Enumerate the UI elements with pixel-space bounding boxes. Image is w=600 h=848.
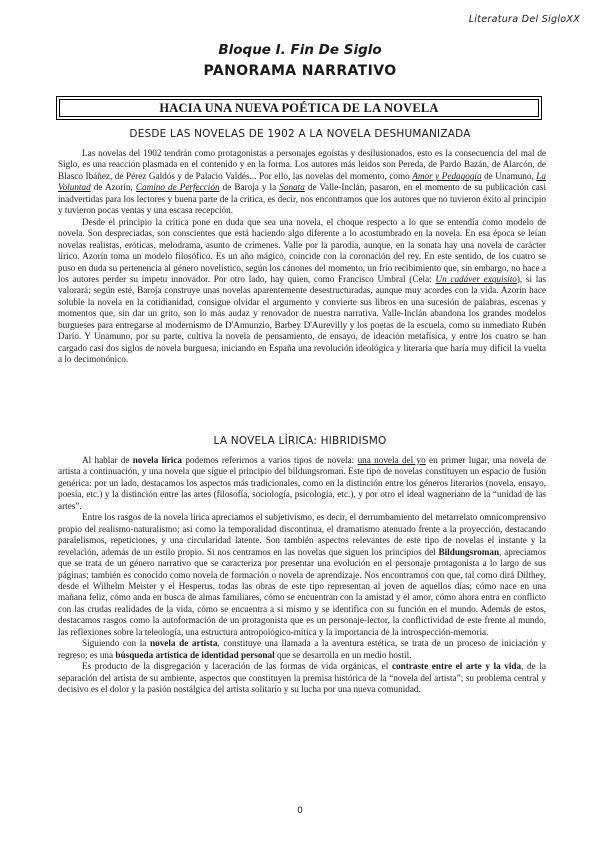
work-title: La Voluntad — [58, 170, 546, 193]
work-title: Camino de Perfección — [135, 182, 220, 193]
page-title: PANORAMA NARRATIVO — [203, 63, 397, 79]
course-header: Literatura Del SigloXX — [468, 14, 580, 25]
section-1-body — [58, 148, 546, 366]
paragraph-5: Siguiendo con la novela de artista, constituye una llamada a la aventura estética, se trata de un proceso de iniciación y regreso; es una búsqueda artística de identidad personal que se desarrolla en un medio hostil. — [58, 638, 546, 660]
section-2-body — [58, 455, 546, 696]
block-title: Bloque I. Fin De Siglo — [218, 42, 382, 58]
boxed-heading — [56, 96, 542, 120]
paragraph-4: Entre los rasgos de la novela lírica apreciamos el subjetivismo, es decir, el derrumbamiento del metarrelato omnicomprensivo propio del realismo-naturalismo; así como la temporalidad discontinua, el dramatismo atenuado frente a la proyección, destacando paralelismos, repeticiones, y una circularidad latente. Son también aspectos relevantes de este tipo de novelas el instante y la revelación, además de un estilo propio. Si nos centramos en las novelas que siguen los principios del Bildungsroman, apreciamos que se trata de un género narrativo que se caracteriza por presentar una evolución en el personaje protagonista a lo largo de sus páginas; también es conocido como novela de formación o novela de aprendizaje. Nos encontramos con que, tal como dirá Dilthey, desde el Wilhelm Meister y el Hesperus, todas las obras de este tipo representan al joven de aquellos días; cómo nace en una mañana feliz, cómo anda en busca de almas familiares, cómo se encuentran con la amistad y el amor, cómo ahora entra en conflicto con las crudas realidades de la vida, cómo se encuentra a sí mismo y se identifica con su función en el mundo. Además de estos, destacamos rasgos como la autoformación de un protagonista que es un personaje-lector, la conflictividad de este frente al mundo, las reflexiones sobre la teleología, una estructura antropológico-mítica y la importancia de la introspección-memoria. — [58, 512, 546, 637]
paragraph-1: Las novelas del 1902 tendrán como protagonistas a personajes egoístas y desilusionados, esto es la consecuencia del mal de Siglo, es una reacción plasmada en el contenido y en la forma. Los autores más leídos son Pereda, de Pardo Bazán, de Alarcón, de Blasco Ibáñez, de Pérez Galdós y de Palacio Valdés... Por ello, las novelas del momento, como Amor y Pedagogía de Unamuno, La Voluntad de Azorín, Camino de Perfección de Baroja y la Sonata de Valle-Inclán, pasaron, en el momento de su publicación casi inadvertidas para los lectores y buena parte de la crítica, es decir, nos encontramos que los autores que no tuvieron éxito al principio y tuvieron pocas ventas y una escasa recepción. — [58, 148, 546, 216]
paragraph-2: Desde el principio la crítica pone en duda que sea una novela, el choque respecto a lo que se entendía como modelo de novela. Son despreciadas, son conscientes que está haciendo algo diferente a lo acostumbrado en la novela. En esa época se leían novelas realistas, eróticas, melodrama, asunto de crímenes. Valle por la parodia, aunque, en la sonata hay una novela de carácter lírico. Azorín toma un modelo filosófico. Es un año mágico, coincide con la coronación del rey. En este sentido, de los cuatro se puso en duda su pertenencia al género novelístico, según los cánones del momento, un frío recibimiento que, sin embargo, no hace a los autores perder su ímpetu innovador. Por otro lado, hay quien, como Francisco Umbral (Cela: Un cadáver exquisito), si las valorará; según esté, Baroja construye unas novelas aparentemente desestructuradas, aunque muy acordes con la vida. Azorín hace soluble la novela en la cotidianidad, consigue olvidar el argumento y convierte sus libros en una sucesión de palabras, escenas y momentos que, sin dar un grito, son lo más audaz y renovador de nuestra narrativa. Valle-Inclán abandona los grandes modelos burgueses para entregarse al modernismo de D'Annunzio, Barbey D'Aurevilly y los poetas de la escuela, como su inmediato Rubén Darío. Y Unamuno, por su parte, cultiva la novela de pensamiento, de ensayo, de ideación metafísica, y entre los cuatro se han cargado casi dos siglos de novela burguesa, iniciando en España una revolución ideológica y literaria que haría muy difícil la vuelta a lo decimonónico. — [58, 216, 546, 365]
work-title: Un cadáver exquisito — [435, 273, 517, 284]
paragraph-3: Al hablar de novela lírica podemos referirnos a varios tipos de novela: una novela del yo en primer lugar, una novela de artista a continuación, y una novela que sigue el principio del bildungsroman. Este tipo de novelas constituyen un espacio de fusión genérica: por un lado, destacamos los aspectos más tradicionales, como en la distinción entre los géneros literarios (novela, ensayo, poesía, etc.) y la distinción entre las artes (filosofía, sociología, psicología, etc.), y por otro el ideal wagneriano de la “unidad de las artes”. — [58, 455, 546, 511]
work-title: Amor y Pedagogía — [412, 170, 482, 181]
page-number: 0 — [297, 806, 303, 816]
section-heading-1: DESDE LAS NOVELAS DE 1902 A LA NOVELA DESHUMANIZADA — [129, 128, 471, 140]
work-title: Sonata — [279, 182, 305, 193]
boxed-heading-text: HACIA UNA NUEVA POÉTICA DE LA NOVELA — [59, 99, 539, 117]
section-heading-2: LA NOVELA LÍRICA: HIBRIDISMO — [213, 435, 387, 447]
paragraph-6: Es producto de la disgregación y laceración de las formas de vida orgánicas, el contraste entre el arte y la vida, de la separación del artista de su ambiente, aspectos que constituyen la premisa histórica de la “novela del artista”; su problema central y decisivo es el dolor y la pasión nostálgica del artista solitario y su lucha por una nueva comunidad. — [58, 661, 546, 695]
